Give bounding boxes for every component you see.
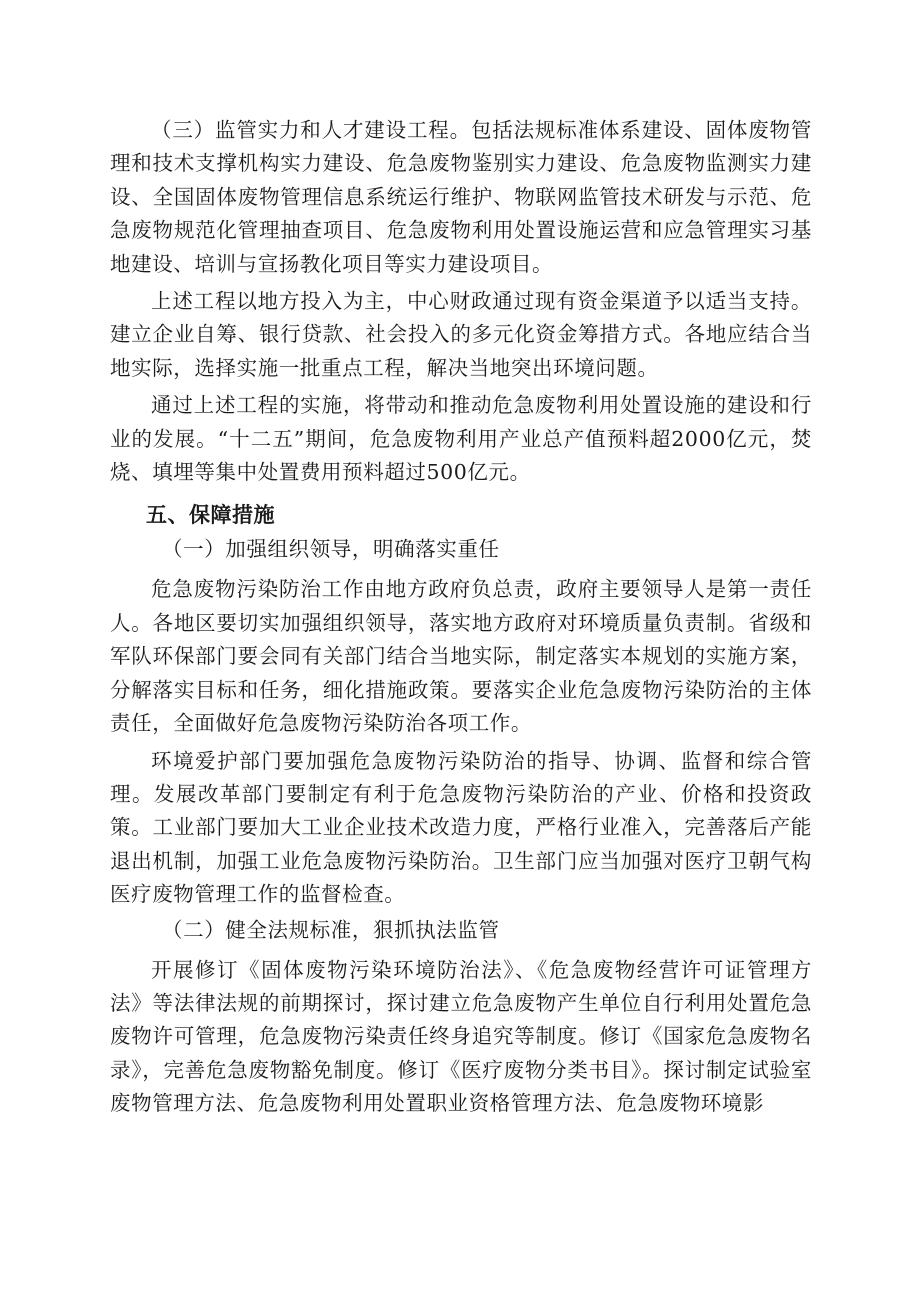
paragraph-industry-development: 通过上述工程的实施，将带动和推动危急废物利用处置设施的建设和行业的发展。“十二五”期间，危急废物利用产业总产值预料超2000亿元，焚烧、填埋等集中处置费用预料超过500亿元。: [110, 393, 812, 485]
paragraph-funding: 上述工程以地方投入为主，中心财政通过现有资金渠道予以适当支持。建立企业自筹、银行贷款、社会投入的多元化资金筹措方式。各地应结合当地实际，选择实施一批重点工程，解决当地突出环境问题。: [110, 289, 812, 380]
section-heading-safeguards: 五、保障措施: [146, 503, 275, 528]
paragraph-department-duties: 环境爱护部门要加强危急废物污染防治的指导、协调、监督和综合管理。发展改革部门要制定有利于危急废物污染防治的产业、价格和投资政策。工业部门要加大工业企业技术改造力度，严格行业准入，完善落后产能退出机制，加强工业危急废物污染防治。卫生部门应当加强对医疗卫朝气构医疗废物管理工作的监督检查。: [110, 748, 812, 907]
document-page: [110, 114, 812, 1121]
paragraph-law-revision: 开展修订《固体废物污染环境防治法》、《危急废物经营许可证管理方法》等法律法规的前期探讨，探讨建立危急废物产生单位自行利用处置危急废物许可管理，危急废物污染责任终身追究等制度。修订《国家危急废物名录》，完善危急废物豁免制度。修订《医疗废物分类书目》。探讨制定试验室废物管理方法、危急废物利用处置职业资格管理方法、危急废物环境影: [110, 957, 812, 1116]
subheading-laws-standards: （二）健全法规标准，狠抓执法监管: [162, 917, 500, 942]
paragraph-monitoring-capacity: （三）监管实力和人才建设工程。包括法规标准体系建设、固体废物管理和技术支撑机构实力建设、危急废物鉴别实力建设、危急废物监测实力建设、全国固体废物管理信息系统运行维护、物联网监管技术研发与示范、危急废物规范化管理抽查项目、危急废物利用处置设施运营和应急管理实习基地建设、培训与宣扬教化项目等实力建设项目。: [110, 118, 812, 276]
subheading-organization-leadership: （一）加强组织领导，明确落实重任: [162, 537, 500, 562]
paragraph-government-responsibility: 危急废物污染防治工作由地方政府负总责，政府主要领导人是第一责任人。各地区要切实加强组织领导，落实地方政府对环境质量负责制。省级和军队环保部门要会同有关部门结合当地实际，制定落实本规划的实施方案，分解落实目标和任务，细化措施政策。要落实企业危急废物污染防治的主体责任，全面做好危急废物污染防治各项工作。: [110, 577, 812, 736]
